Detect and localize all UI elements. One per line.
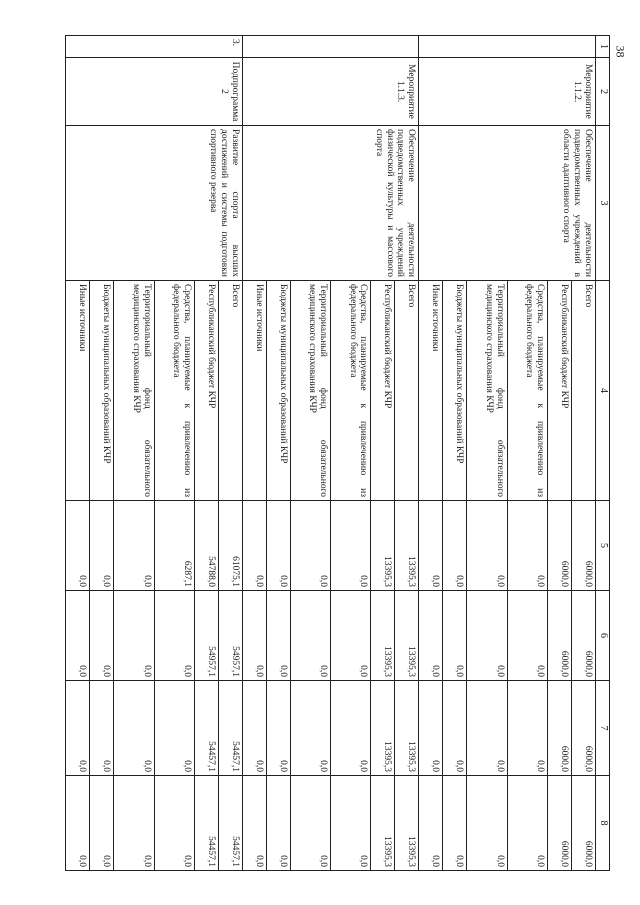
amount-cell: 0,0 (419, 591, 443, 681)
amount-cell: 0,0 (443, 776, 467, 871)
amount-cell: 6000,0 (572, 776, 596, 871)
amount-cell: 0,0 (443, 501, 467, 591)
funding-source: Бюджеты муниципальных образований КЧР (266, 281, 290, 501)
amount-cell: 0,0 (507, 501, 547, 591)
amount-cell: 54457,1 (194, 776, 218, 871)
header-cell: 7 (596, 681, 610, 776)
amount-cell: 0,0 (266, 591, 290, 681)
amount-cell: 0,0 (467, 591, 507, 681)
amount-cell: 0,0 (90, 501, 114, 591)
funding-source: Иные источники (419, 281, 443, 501)
funding-table (65, 35, 610, 871)
amount-cell: 0,0 (290, 681, 330, 776)
amount-cell: 0,0 (154, 591, 194, 681)
amount-cell: 13395,3 (371, 776, 395, 871)
amount-cell: 0,0 (242, 681, 266, 776)
amount-cell: 13395,3 (395, 776, 419, 871)
amount-cell: 0,0 (331, 681, 371, 776)
header-row (596, 36, 610, 871)
rotated-table-container (65, 35, 610, 870)
amount-cell: 54457,1 (218, 681, 242, 776)
amount-cell: 0,0 (419, 681, 443, 776)
amount-cell: 0,0 (114, 681, 154, 776)
activity-name: Обеспечение деятельности подведомственных учреждений в области адаптивного спорта (419, 126, 596, 281)
activity-code: Мероприятие 1.1.2. (419, 58, 596, 126)
funding-source: Республиканский бюджет КЧР (548, 281, 572, 501)
funding-source: Бюджеты муниципальных образований КЧР (90, 281, 114, 501)
amount-cell: 13395,3 (395, 501, 419, 591)
header-cell: 3 (596, 126, 610, 281)
amount-cell: 54957,1 (218, 591, 242, 681)
funding-source: Всего (218, 281, 242, 501)
row-number: 3. (66, 36, 243, 58)
amount-cell: 0,0 (90, 681, 114, 776)
header-cell: 5 (596, 501, 610, 591)
amount-cell: 0,0 (419, 776, 443, 871)
amount-cell: 13395,3 (395, 591, 419, 681)
amount-cell: 0,0 (507, 591, 547, 681)
amount-cell: 0,0 (66, 776, 90, 871)
funding-source: Иные источники (242, 281, 266, 501)
amount-cell: 0,0 (290, 591, 330, 681)
amount-cell: 0,0 (467, 681, 507, 776)
funding-source: Бюджеты муниципальных образований КЧР (443, 281, 467, 501)
activity-code: Мероприятие 1.1.3. (242, 58, 419, 126)
amount-cell: 0,0 (419, 501, 443, 591)
amount-cell: 6000,0 (548, 591, 572, 681)
amount-cell: 0,0 (66, 501, 90, 591)
header-cell: 1 (596, 36, 610, 58)
activity-name: Развитие спорта высших достижений и системы подготовки спортивного резерва (66, 126, 243, 281)
amount-cell: 0,0 (467, 776, 507, 871)
amount-cell: 54457,1 (218, 776, 242, 871)
amount-cell: 54457,1 (194, 681, 218, 776)
amount-cell: 0,0 (467, 501, 507, 591)
amount-cell: 0,0 (507, 681, 547, 776)
amount-cell: 0,0 (443, 591, 467, 681)
amount-cell: 6000,0 (572, 591, 596, 681)
funding-source: Средства, планируемые к привлечению из федерального бюджета (154, 281, 194, 501)
funding-source: Иные источники (66, 281, 90, 501)
amount-cell: 54957,1 (194, 591, 218, 681)
funding-source: Территориальный фонд обязательного медицинского страхования КЧР (290, 281, 330, 501)
amount-cell: 0,0 (114, 591, 154, 681)
table-row (572, 36, 596, 871)
amount-cell: 0,0 (331, 591, 371, 681)
table-row (395, 36, 419, 871)
table-row (218, 36, 242, 871)
row-number (419, 36, 596, 58)
amount-cell: 6000,0 (548, 776, 572, 871)
funding-source: Республиканский бюджет КЧР (194, 281, 218, 501)
amount-cell: 13395,3 (371, 681, 395, 776)
table-body (66, 36, 596, 871)
amount-cell: 0,0 (443, 681, 467, 776)
activity-name: Обеспечение деятельности подведомственных учреждений физической культуры и массового спорта (242, 126, 419, 281)
funding-source: Средства, планируемые к привлечению из федерального бюджета (331, 281, 371, 501)
amount-cell: 0,0 (290, 776, 330, 871)
amount-cell: 6000,0 (548, 501, 572, 591)
amount-cell: 13395,3 (371, 591, 395, 681)
amount-cell: 0,0 (66, 591, 90, 681)
amount-cell: 54788,0 (194, 501, 218, 591)
amount-cell: 0,0 (114, 501, 154, 591)
header-cell: 4 (596, 281, 610, 501)
amount-cell: 0,0 (90, 776, 114, 871)
amount-cell: 0,0 (154, 776, 194, 871)
amount-cell: 0,0 (242, 776, 266, 871)
funding-source: Всего (395, 281, 419, 501)
amount-cell: 6000,0 (572, 501, 596, 591)
amount-cell: 0,0 (242, 591, 266, 681)
amount-cell: 0,0 (266, 501, 290, 591)
amount-cell: 0,0 (114, 776, 154, 871)
amount-cell: 6287,1 (154, 501, 194, 591)
amount-cell: 0,0 (66, 681, 90, 776)
amount-cell: 0,0 (154, 681, 194, 776)
funding-source: Республиканский бюджет КЧР (371, 281, 395, 501)
funding-source: Территориальный фонд обязательного медицинского страхования КЧР (467, 281, 507, 501)
amount-cell: 13395,3 (371, 501, 395, 591)
amount-cell: 0,0 (266, 776, 290, 871)
amount-cell: 13395,3 (395, 681, 419, 776)
amount-cell: 0,0 (242, 501, 266, 591)
activity-code: Подпрограмма 2 (66, 58, 243, 126)
amount-cell: 0,0 (266, 681, 290, 776)
page-number: 38 (613, 45, 628, 58)
row-number (242, 36, 419, 58)
amount-cell: 0,0 (90, 591, 114, 681)
funding-source: Территориальный фонд обязательного медицинского страхования КЧР (114, 281, 154, 501)
header-cell: 6 (596, 591, 610, 681)
amount-cell: 0,0 (331, 776, 371, 871)
amount-cell: 61075,1 (218, 501, 242, 591)
header-cell: 8 (596, 776, 610, 871)
amount-cell: 0,0 (507, 776, 547, 871)
amount-cell: 0,0 (290, 501, 330, 591)
amount-cell: 6000,0 (572, 681, 596, 776)
amount-cell: 6000,0 (548, 681, 572, 776)
header-cell: 2 (596, 58, 610, 126)
funding-source: Всего (572, 281, 596, 501)
amount-cell: 0,0 (331, 501, 371, 591)
funding-source: Средства, планируемые к привлечению из федерального бюджета (507, 281, 547, 501)
